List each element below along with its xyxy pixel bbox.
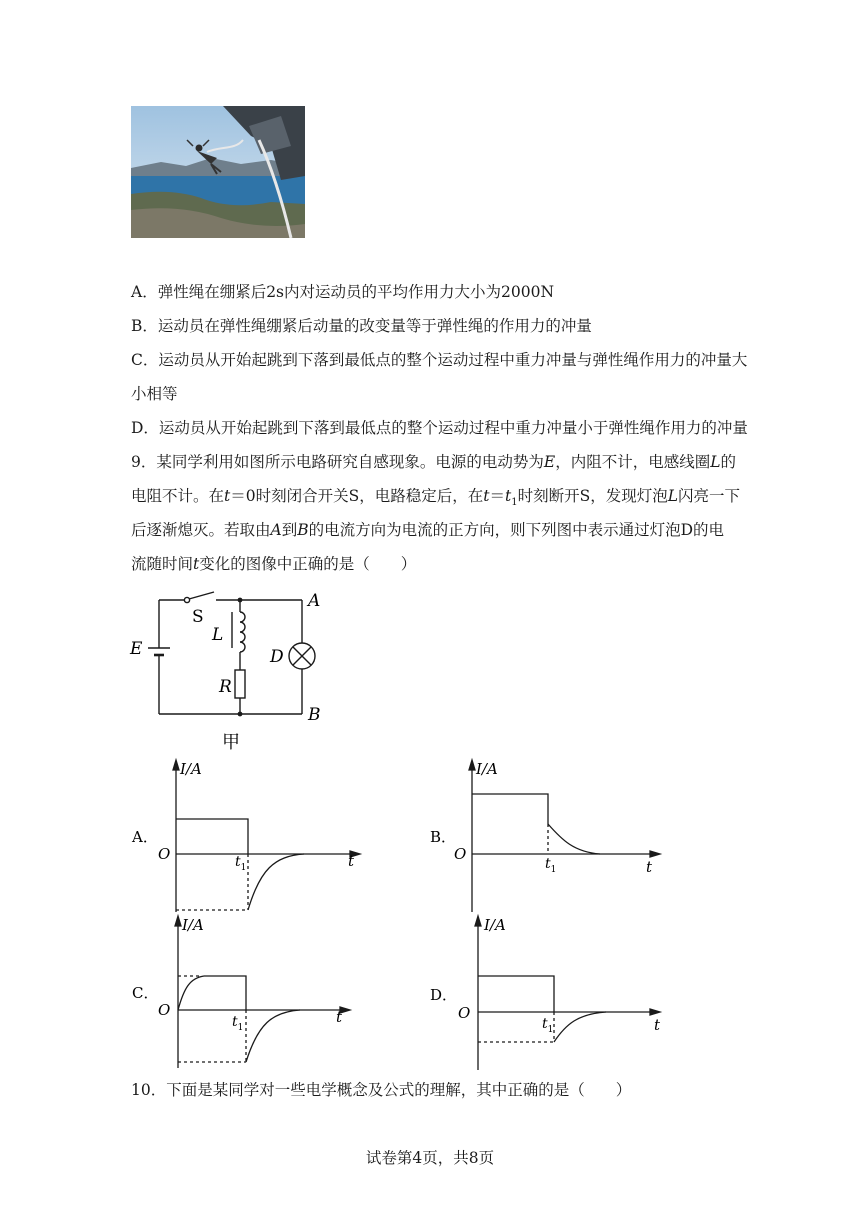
option-label-d: D． bbox=[430, 986, 458, 1004]
y-axis-label: I/A bbox=[476, 760, 498, 778]
origin-label: O bbox=[158, 1001, 171, 1019]
page-footer: 试卷第4页，共8页 bbox=[365, 1149, 495, 1167]
x-axis-label: t bbox=[336, 1008, 343, 1026]
option-label-c: C． bbox=[132, 984, 159, 1002]
option-label-b: B． bbox=[430, 828, 457, 846]
origin-label: O bbox=[158, 845, 171, 863]
graph-c bbox=[128, 912, 368, 1072]
node-a-label: A bbox=[308, 591, 321, 611]
option-8a: A．弹性绳在绷紧后2s内对运动员的平均作用力大小为2000N bbox=[131, 283, 555, 301]
option-8d: D．运动员从开始起跳到下落到最低点的整个运动过程中重力冲量小于弹性绳作用力的冲量 bbox=[131, 419, 748, 437]
y-axis-label: I/A bbox=[182, 916, 204, 934]
origin-label: O bbox=[458, 1004, 471, 1022]
q9-line2: 电阻不计。在t＝0时刻闭合开关S，电路稳定后，在$t=t_1$时刻断开S，发现灯泡L闪亮一下 bbox=[131, 487, 741, 509]
option-8c-line2: 小相等 bbox=[131, 385, 178, 403]
option-8b: B．运动员在弹性绳绷紧后动量的改变量等于弹性绳的作用力的冲量 bbox=[131, 317, 592, 335]
x-axis-label: t bbox=[654, 1016, 661, 1034]
q9-line1: 9．某同学利用如图所示电路研究自感现象。电源的电动势为E，内阻不计，电感线圈L的 bbox=[131, 453, 737, 471]
circuit-diagram bbox=[126, 588, 336, 754]
x-axis-label: t bbox=[348, 852, 355, 870]
option-8c-line1: C．运动员从开始起跳到下落到最低点的整个运动过程中重力冲量与弹性绳作用力的冲量大 bbox=[131, 351, 748, 369]
resistor-label: R bbox=[219, 677, 232, 697]
x-axis-label: t bbox=[646, 858, 653, 876]
node-b-label: B bbox=[308, 705, 321, 725]
t1-label: $t_1$ bbox=[542, 1016, 554, 1035]
t1-label: $t_1$ bbox=[235, 854, 247, 873]
graph-b bbox=[428, 756, 668, 916]
graph-d bbox=[428, 912, 668, 1072]
q9-line4: 流随时间t变化的图像中正确的是（ ） bbox=[131, 555, 417, 573]
origin-label: O bbox=[454, 845, 467, 863]
inductor-label: L bbox=[212, 625, 224, 645]
switch-label: S bbox=[192, 607, 204, 627]
graph-a bbox=[128, 756, 368, 916]
y-axis-label: I/A bbox=[484, 916, 506, 934]
q9-line3: 后逐渐熄灭。若取由A到B的电流方向为电流的正方向，则下列图中表示通过灯泡D的电 bbox=[131, 521, 725, 539]
y-axis-label: I/A bbox=[180, 760, 202, 778]
emf-label: E bbox=[130, 639, 143, 659]
figure-caption: 甲 bbox=[222, 732, 240, 753]
t1-label: $t_1$ bbox=[545, 856, 557, 875]
t1-label: $t_1$ bbox=[232, 1014, 244, 1033]
option-label-a: A． bbox=[132, 828, 158, 846]
lamp-label: D bbox=[270, 647, 284, 667]
bungee-photo bbox=[131, 106, 305, 238]
q10-stem: 10．下面是某同学对一些电学概念及公式的理解，其中正确的是（ ） bbox=[131, 1081, 632, 1099]
